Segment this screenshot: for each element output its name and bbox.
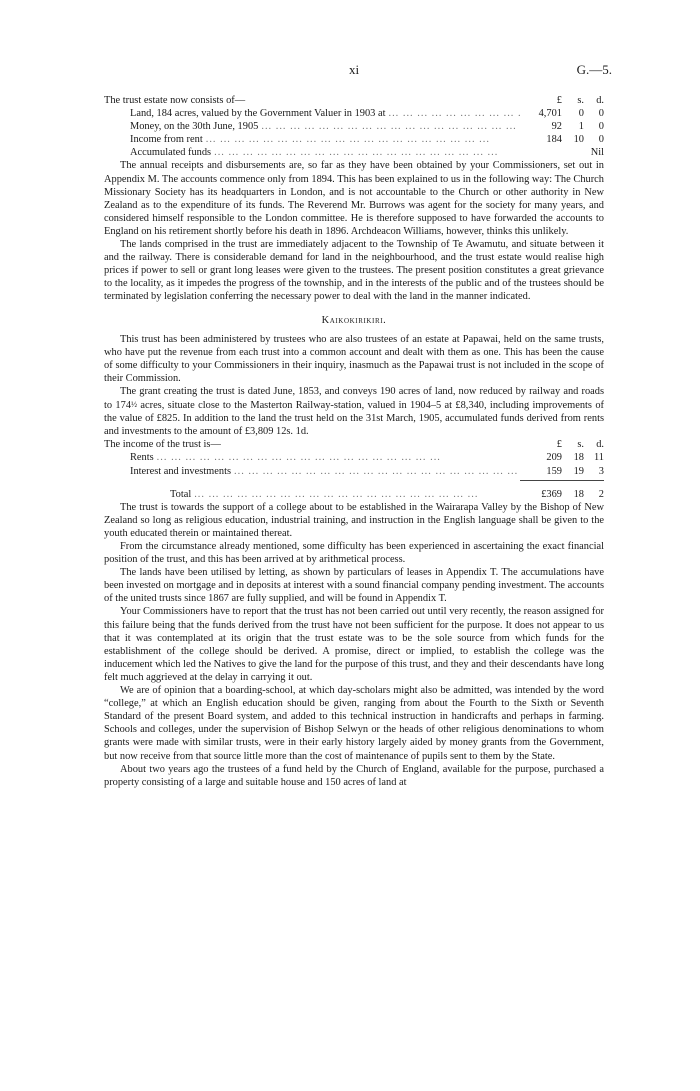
schedule-row [104, 146, 604, 159]
pence-header: d. [596, 95, 604, 106]
pounds-header: £ [556, 95, 562, 106]
shillings-value: 18 [573, 452, 584, 464]
pence-value: 0 [598, 134, 604, 146]
schedule-row [104, 465, 604, 478]
grant-text-start: The grant creating the trust is dated June, 1853, and conveys 190 acres of land, now reduced by railway and roads to 174 [104, 385, 604, 412]
paragraph: This trust has been administered by trustees who are also trustees of an estate at Papawai, held on the same trusts, who have put the revenue from each trust into a common account and dealt with them as one. This has been the cause of some difficulty to your Commissioners in their inquiry, inasmuch as the Papawai trust is not included in the scope of their Commission. [104, 333, 604, 384]
column-headers [520, 94, 604, 107]
schedule-intro: The trust estate now consists of— [104, 95, 246, 106]
leader-dots [154, 451, 520, 464]
leader-dots [385, 107, 520, 120]
pence-value: 2 [598, 488, 604, 500]
schedule-row-label: Accumulated funds [130, 147, 212, 159]
schedule-row-amount [520, 465, 604, 478]
leader-dots [191, 488, 520, 501]
leader-dots [211, 146, 520, 159]
shillings-value: 10 [573, 134, 584, 146]
pence-value: 11 [593, 452, 604, 464]
running-header [104, 62, 612, 77]
pounds-value: 209 [546, 452, 562, 464]
total-row [104, 488, 604, 501]
pence-value: 3 [598, 465, 604, 477]
total-amount [520, 488, 604, 501]
paragraph-group-a [104, 159, 604, 303]
pence-value: 0 [598, 108, 604, 120]
pounds-value: 159 [546, 465, 562, 477]
grant-paragraph [104, 385, 604, 438]
schedule-row [104, 120, 604, 133]
paragraph: The lands comprised in the trust are immediately adjacent to the Township of Te Awamutu, and situate between it and the railway. There is considerable demand for land in the neighbourhood, and the trust estate would realise high prices if power to sell or grant long leases were given to the trustees. The present position constitutes a great grievance to the locality, as it impedes the progress of the township, and in the interests of the public and of the trustees should be terminated by legislation conferring the necessary power to deal with the land in the manner indicated. [104, 239, 604, 303]
pounds-value: 4,701 [538, 108, 562, 120]
schedule-row [104, 107, 604, 120]
schedule-row-label: Money, on the 30th June, 1905 [130, 121, 259, 133]
page-number: xi [348, 62, 360, 77]
leader-dots [203, 133, 520, 146]
schedule-header-row [104, 94, 604, 107]
schedule-row-label: Income from rent [130, 134, 203, 146]
schedule-row-amount [520, 133, 604, 146]
shillings-header: s. [577, 439, 584, 451]
leader-dots [258, 120, 520, 133]
paragraph: Your Commissioners have to report that the trust has not been carried out until very recently, the reason assigned for this failure being that the funds derived from the trust have not been sufficient for the purpose. It does not appear to us that it was contemplated at its origin that the trust estate was to be the sole source from which funds for the establishment of the college should be derived. A promise, direct or implied, to establish the college was the inducement which led the Natives to give the land for the purpose of this trust, and they and their descendants have long felt much aggrieved at the delay in carrying it out. [104, 606, 604, 683]
total-rule [104, 478, 604, 482]
paragraph-group-c [104, 501, 604, 789]
document-reference: G.—5. [576, 62, 612, 77]
schedule-header-row [104, 438, 604, 451]
income-schedule [104, 438, 604, 500]
shillings-value: 1 [578, 121, 584, 133]
schedule-row [104, 133, 604, 146]
schedule-row-label: Land, 184 acres, valued by the Government Valuer in 1903 at [130, 108, 386, 120]
shillings-header: s. [577, 95, 584, 106]
schedule-row-amount [520, 451, 604, 464]
grant-text-end: acres, situate close to the Masterton Railway-station, valued in 1904–5 at £8,340, including improvements of the value of £825. In addition to the land the trust held on the 31st March, 1905, accumulated funds derived from rents and investments to the amount of £3,809 12s. 1d. [104, 400, 604, 438]
paragraph: The trust is towards the support of a college about to be established in the Wairarapa Valley by the Bishop of New Zealand so long as religious education, industrial training, and instruction in the English language shall be given to the youth educated therein or maintained thereat. [104, 501, 604, 539]
page-body [104, 94, 604, 789]
paragraph: The annual receipts and disbursements are, so far as they have been obtained by your Commissioners, set out in Appendix M. The accounts commence only from 1894. This has been explained to us in the following way: The Church Missionary Society has its headquarters in London, and is not accountable to the Church or other authority in New Zealand as to the expenditure of its funds. The Reverend Mr. Burrows was agent for the society for many years, and considered himself responsible to the London committee. He is therefore supposed to have forwarded the accounts to England on his retirement shortly before his death in 1896. Archdeacon Williams, however, thinks this unlikely. [104, 160, 604, 237]
schedule-row [104, 451, 604, 464]
paragraph: We are of opinion that a boarding-school, at which day-scholars might also be admitted, was intended by the word “college,” at which an English education should be given, ranging from about the Fourth to the Sixth or Seventh Standard of the present Board system, and added to this technical instruction in handicrafts and perhaps in farming. Schools and colleges, under the supervision of Bishop Selwyn or the heads of other religious denominations to whom grants were made with similar trusts, were in their early history largely aided by money grants from the Government, but now receive from that source little more than the cost of maintenance of pupils sent to them by the State. [104, 685, 604, 762]
schedule-intro: The income of the trust is— [104, 439, 221, 451]
schedule-row-amount [520, 107, 604, 120]
fraction: ½ [131, 400, 138, 410]
total-label: Total [170, 488, 192, 500]
shillings-value: 0 [578, 108, 584, 120]
pounds-header: £ [556, 439, 562, 451]
pence-header: d. [596, 439, 604, 451]
leader-dots [231, 465, 520, 478]
schedule-row-label: Rents [130, 452, 154, 464]
paragraph-group-b [104, 333, 604, 439]
shillings-value: 19 [573, 465, 584, 477]
pounds-value: 92 [551, 121, 562, 133]
paragraph: The lands have been utilised by letting, as shown by particulars of leases in Appendix T. The accumulations have been invested on mortgage and in deposits at interest with a sound financial company pending investment. The accounts of the united trusts since 1867 are fully supplied, and will be found in Appendix T. [104, 567, 604, 605]
schedule-row-amount [520, 120, 604, 133]
trust-estate-schedule [104, 94, 604, 159]
pounds-value: £369 [541, 488, 562, 500]
paragraph: From the circumstance already mentioned, some difficulty has been experienced in ascertaining the exact financial position of the trust, and this has been arrived at by arithmetical process. [104, 541, 604, 566]
paragraph: About two years ago the trustees of a fund held by the Church of England, available for the purpose, purchased a property consisting of a large and suitable house and 150 acres of land at [104, 763, 604, 788]
schedule-row-amount [520, 146, 604, 159]
shillings-value: 18 [573, 488, 584, 500]
pence-value: 0 [598, 121, 604, 133]
column-headers [520, 438, 604, 451]
schedule-row-label: Interest and investments [130, 465, 231, 477]
section-heading: Kaikokirikiri. [321, 314, 387, 326]
nil-value: Nil [590, 147, 604, 159]
pounds-value: 184 [546, 134, 562, 146]
